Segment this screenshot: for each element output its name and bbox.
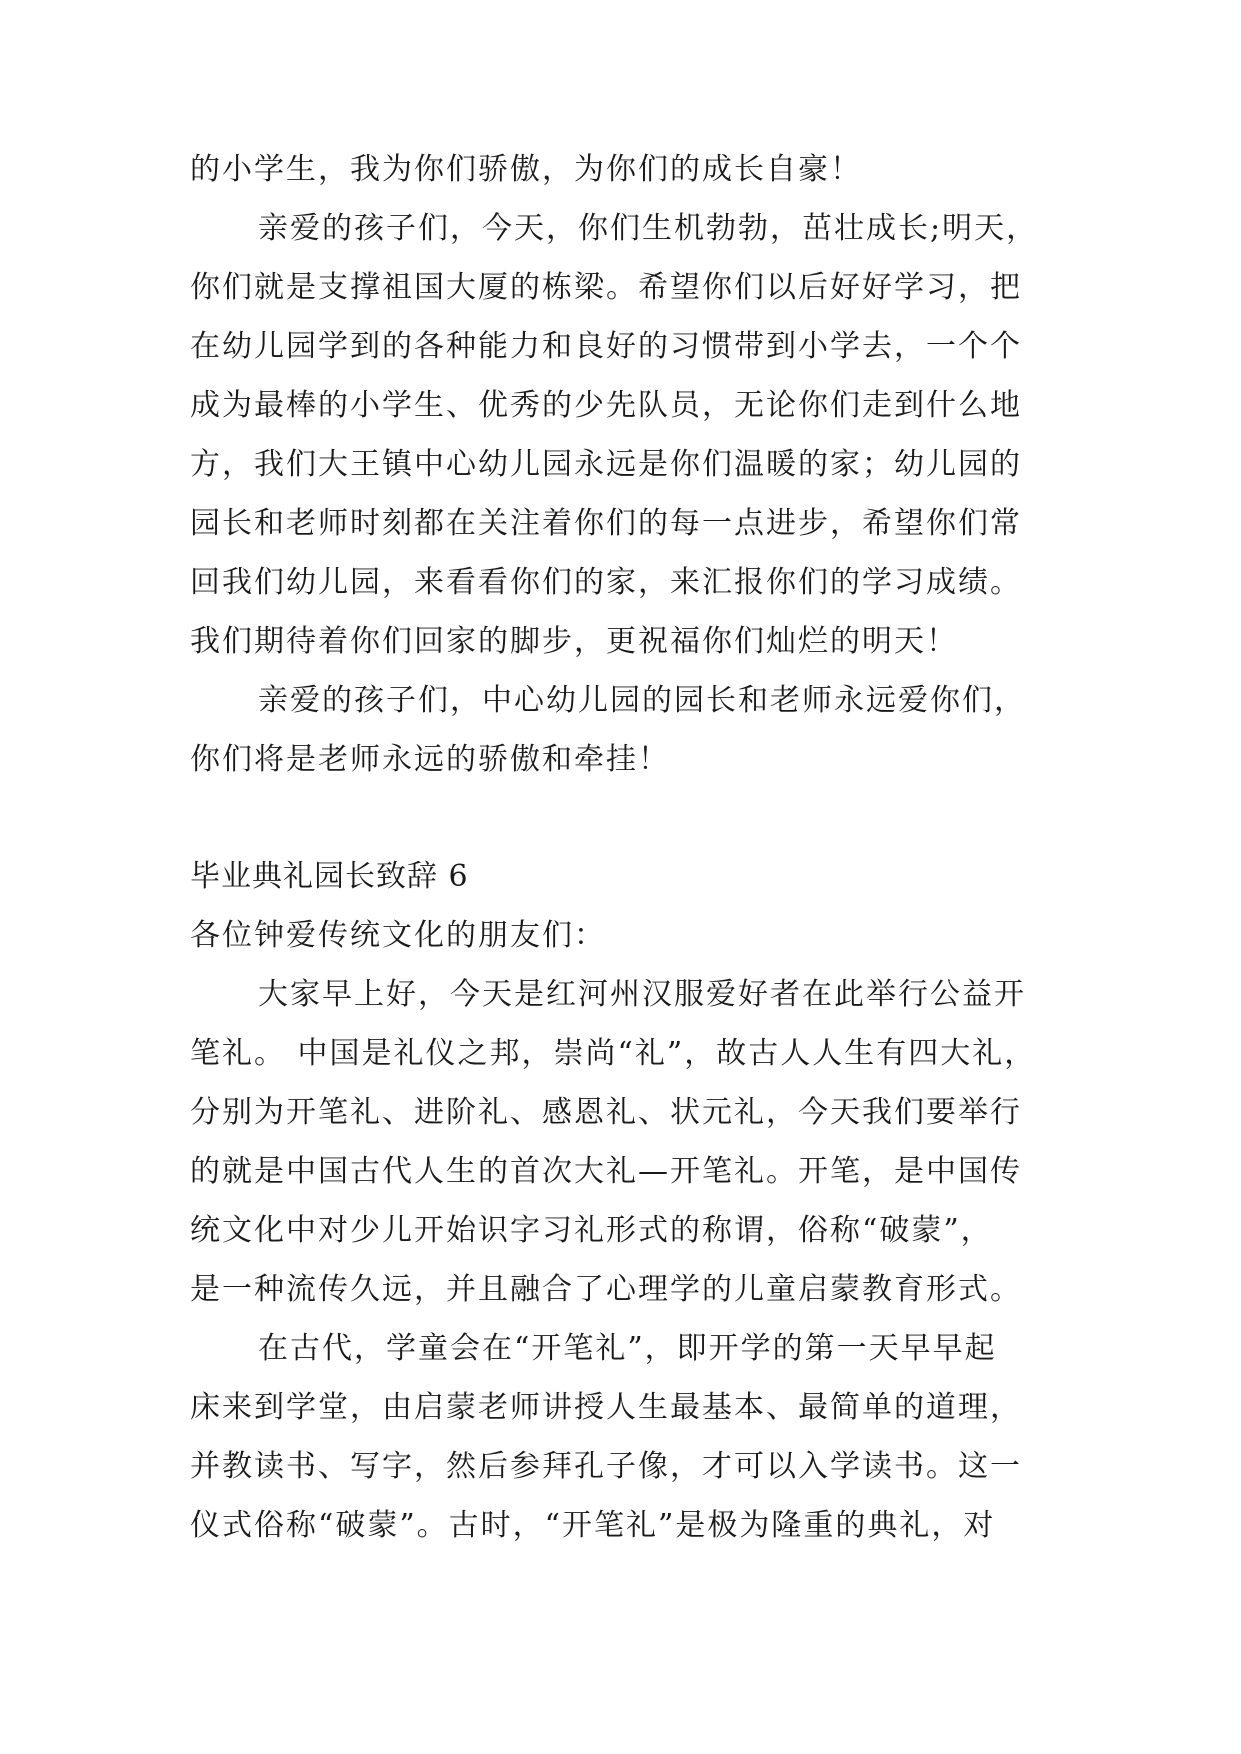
paragraph-line: 的就是中国古代人生的首次大礼—开笔礼。开笔，是中国传	[190, 1154, 1022, 1189]
paragraph-line: 大家早上好，今天是红河州汉服爱好者在此举行公益开	[258, 977, 1026, 1012]
salutation: 各位钟爱传统文化的朋友们：	[190, 918, 606, 953]
paragraph-line: 并教读书、写字，然后参拜孔子像，才可以入学读书。这一	[190, 1449, 1022, 1484]
paragraph-line: 园长和老师时刻都在关注着你们的每一点进步，希望你们常	[190, 506, 1022, 541]
paragraph-line: 你们就是支撑祖国大厦的栋梁。希望你们以后好好学习，把	[190, 270, 1022, 305]
paragraph-line: 统文化中对少儿开始识字习礼形式的称谓，俗称“破蒙”，	[190, 1213, 993, 1248]
paragraph-line: 仪式俗称“破蒙”。古时，“开笔礼”是极为隆重的典礼，对	[190, 1508, 996, 1543]
paragraph-line: 的小学生，我为你们骄傲，为你们的成长自豪！	[190, 152, 862, 187]
paragraph-line: 亲爱的孩子们，今天，你们生机勃勃，茁壮成长;明天，	[258, 211, 1039, 246]
paragraph-line: 回我们幼儿园，来看看你们的家，来汇报你们的学习成绩。	[190, 565, 1022, 600]
paragraph-line: 是一种流传久远，并且融合了心理学的儿童启蒙教育形式。	[190, 1272, 1022, 1307]
section-title: 毕业典礼园长致辞 6	[190, 859, 469, 894]
paragraph-line: 成为最棒的小学生、优秀的少先队员，无论你们走到什么地	[190, 388, 1022, 423]
paragraph-line: 亲爱的孩子们，中心幼儿园的园长和老师永远爱你们，	[258, 683, 1026, 718]
paragraph-line: 分别为开笔礼、进阶礼、感恩礼、状元礼，今天我们要举行	[190, 1095, 1022, 1130]
paragraph-line: 方，我们大王镇中心幼儿园永远是你们温暖的家；幼儿园的	[190, 447, 1022, 482]
paragraph-line: 我们期待着你们回家的脚步，更祝福你们灿烂的明天！	[190, 624, 958, 659]
paragraph-line: 笔礼。 中国是礼仪之邦，崇尚“礼”，故古人人生有四大礼，	[190, 1036, 1037, 1071]
paragraph-line: 床来到学堂，由启蒙老师讲授人生最基本、最简单的道理，	[190, 1390, 1022, 1425]
paragraph-line: 你们将是老师永远的骄傲和牵挂！	[190, 742, 670, 777]
paragraph-line: 在古代，学童会在“开笔礼”，即开学的第一天早早起	[258, 1331, 997, 1366]
paragraph-line: 在幼儿园学到的各种能力和良好的习惯带到小学去，一个个	[190, 329, 1022, 364]
